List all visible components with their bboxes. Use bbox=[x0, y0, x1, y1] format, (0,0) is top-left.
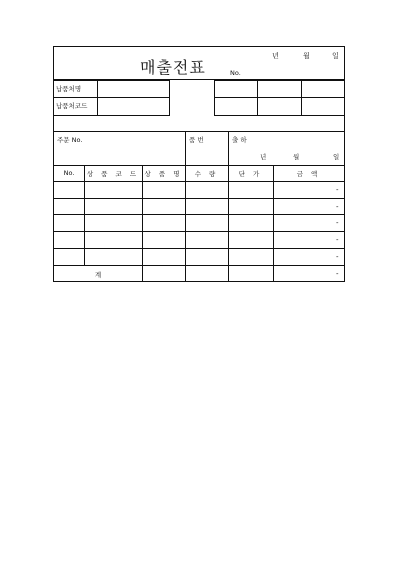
table-row-line bbox=[54, 231, 344, 232]
col-divider-no bbox=[84, 165, 85, 265]
order-divider-1 bbox=[185, 131, 186, 165]
row-amount: - bbox=[336, 253, 339, 261]
sales-slip-form bbox=[53, 46, 345, 282]
row-amount: - bbox=[336, 203, 339, 211]
date-year-label: 년 bbox=[272, 52, 279, 60]
doc-no-label: No. bbox=[230, 69, 241, 77]
col-header-no: No. bbox=[63, 169, 75, 177]
col-divider-name bbox=[185, 165, 186, 281]
col-header-quantity: 수 량 bbox=[194, 170, 219, 178]
col-divider-price bbox=[273, 165, 274, 281]
shipment-day-label: 일 bbox=[333, 153, 340, 161]
table-row-line bbox=[54, 214, 344, 215]
order-divider-2 bbox=[228, 131, 229, 165]
right-info-box bbox=[214, 80, 345, 116]
col-divider-code bbox=[142, 165, 143, 281]
row-amount: - bbox=[336, 186, 339, 194]
table-row-line bbox=[54, 265, 344, 266]
customer-code-label: 납품처코드 bbox=[56, 102, 88, 110]
col-divider-qty bbox=[228, 165, 229, 281]
shipment-year-label: 년 bbox=[260, 153, 267, 161]
right-info-row-divider bbox=[214, 97, 345, 98]
col-header-amount: 금 액 bbox=[296, 170, 321, 178]
row-amount: - bbox=[336, 219, 339, 227]
date-day-label: 일 bbox=[332, 52, 339, 60]
table-row-line bbox=[54, 198, 344, 199]
customer-row-divider bbox=[54, 97, 170, 98]
shipment-month-label: 월 bbox=[293, 153, 300, 161]
order-no-label: 주문 No. bbox=[57, 136, 83, 144]
table-top-line bbox=[54, 165, 344, 166]
shipment-label: 출 하 bbox=[232, 136, 247, 144]
order-top-line bbox=[54, 131, 344, 132]
customer-info-box bbox=[53, 80, 170, 116]
customer-name-label: 납품처명 bbox=[56, 85, 82, 93]
total-label: 계 bbox=[94, 271, 102, 279]
table-row-line bbox=[54, 248, 344, 249]
col-header-unit-price: 단 가 bbox=[238, 170, 263, 178]
row-amount: - bbox=[336, 236, 339, 244]
col-header-product-name: 상 품 명 bbox=[144, 170, 183, 178]
table-header-line bbox=[54, 181, 344, 182]
col-header-product-code: 상 품 코 드 bbox=[86, 170, 140, 178]
date-month-label: 월 bbox=[303, 52, 310, 60]
total-amount: - bbox=[336, 270, 339, 278]
page-title: 매출전표 bbox=[140, 58, 206, 77]
item-no-label: 품 번 bbox=[189, 136, 204, 144]
